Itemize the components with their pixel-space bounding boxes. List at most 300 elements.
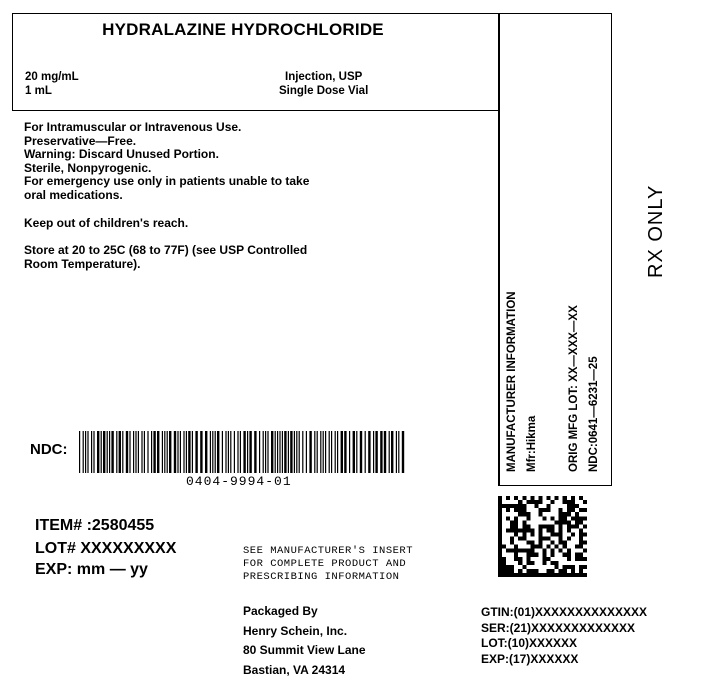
datamatrix-module [571, 504, 575, 508]
instruction-line: Room Temperature). [24, 256, 141, 271]
datamatrix-module [575, 520, 579, 524]
barcode-bar [402, 431, 404, 473]
datamatrix-module [559, 528, 563, 532]
product-name: HYDRALAZINE HYDROCHLORIDE [102, 20, 384, 39]
datamatrix-module [567, 549, 571, 553]
barcode-bar [153, 431, 155, 473]
datamatrix-module [498, 561, 502, 565]
datamatrix-module [514, 549, 518, 553]
datamatrix-module [579, 516, 583, 520]
datamatrix-module [543, 553, 547, 557]
datamatrix-module [530, 553, 534, 557]
ndc-label: NDC: [30, 441, 68, 458]
datamatrix-module [579, 508, 583, 512]
datamatrix-module [551, 549, 555, 553]
datamatrix-module [502, 545, 506, 549]
manufacturer-title: MANUFACTURER INFORMATION [506, 291, 518, 472]
barcode-bar [309, 431, 311, 473]
datamatrix-module [559, 573, 563, 577]
datamatrix-module [543, 524, 547, 528]
datamatrix-module [526, 573, 530, 577]
datamatrix-module [538, 573, 542, 577]
datamatrix-module [547, 569, 551, 573]
barcode-bar [119, 431, 121, 473]
datamatrix-module [547, 496, 551, 500]
barcode-bar [97, 431, 99, 473]
instruction-line: Keep out of children's reach. [24, 215, 189, 230]
datamatrix-module [522, 528, 526, 532]
datamatrix-module [506, 516, 510, 520]
instruction-spacer [24, 230, 494, 244]
datamatrix-module [506, 528, 510, 532]
vial-type: Single Dose Vial [279, 85, 369, 97]
datamatrix-module [538, 524, 542, 528]
datamatrix-module [575, 516, 579, 520]
datamatrix-module [575, 524, 579, 528]
barcode-bar [195, 431, 197, 473]
barcode-bar [126, 431, 128, 473]
datamatrix-module [547, 508, 551, 512]
barcode-bar [389, 431, 390, 473]
barcode-bar [254, 431, 256, 473]
datamatrix-module [530, 500, 534, 504]
datamatrix-module [514, 520, 518, 524]
datamatrix-module [526, 549, 530, 553]
datamatrix-module [551, 573, 555, 577]
barcode-bar [373, 431, 374, 473]
barcode-bar [101, 431, 102, 473]
datamatrix-module [567, 537, 571, 541]
datamatrix-module [563, 565, 567, 569]
datamatrix-module [530, 532, 534, 536]
datamatrix-module [547, 573, 551, 577]
barcode-bar [162, 431, 163, 473]
datamatrix-module [575, 545, 579, 549]
datamatrix-module [498, 532, 502, 536]
product-strength: 20 mg/mL [25, 71, 79, 83]
barcode-bar [212, 431, 213, 473]
barcode-bar [391, 431, 393, 473]
datamatrix-module [563, 541, 567, 545]
datamatrix-module [559, 549, 563, 553]
instruction-line: For Intramuscular or Intravenous Use. [24, 120, 242, 134]
datamatrix-module [579, 520, 583, 524]
datamatrix-module [498, 545, 502, 549]
barcode-bar [237, 431, 238, 473]
datamatrix-module [498, 508, 502, 512]
barcode-bar [111, 431, 113, 473]
datamatrix-module [530, 573, 534, 577]
barcode-bar [306, 431, 307, 473]
instruction-spacer [24, 203, 494, 217]
see-insert-line: SEE MANUFACTURER'S INSERT [243, 545, 414, 557]
packager-line: Packaged By [243, 604, 318, 618]
barcode-bar [263, 431, 264, 473]
datamatrix-module [534, 545, 538, 549]
datamatrix-module [534, 569, 538, 573]
barcode-bar [275, 431, 276, 473]
datamatrix-module [559, 516, 563, 520]
datamatrix-module [498, 573, 502, 577]
datamatrix-module [571, 573, 575, 577]
barcode-number: 0404-9994-01 [186, 474, 292, 489]
datamatrix-module [526, 541, 530, 545]
datamatrix-code [498, 496, 587, 577]
datamatrix-module [530, 496, 534, 500]
barcode-bar [157, 431, 159, 473]
usage-instructions [24, 121, 494, 271]
datamatrix-module [510, 569, 514, 573]
datamatrix-module [518, 573, 522, 577]
datamatrix-module [567, 508, 571, 512]
datamatrix-module [506, 496, 510, 500]
datamatrix-module [514, 545, 518, 549]
datamatrix-module [559, 512, 563, 516]
datamatrix-module [530, 569, 534, 573]
barcode-bar [317, 431, 318, 473]
ndc-barcode [79, 431, 407, 473]
datamatrix-module [526, 569, 530, 573]
see-insert-note [243, 545, 413, 584]
barcode-bar [271, 431, 273, 473]
datamatrix-module [547, 528, 551, 532]
datamatrix-module [571, 516, 575, 520]
datamatrix-module [498, 524, 502, 528]
barcode-bar [353, 431, 355, 473]
datamatrix-module [571, 496, 575, 500]
barcode-bar [288, 431, 289, 473]
datamatrix-module [571, 565, 575, 569]
gs1-line: LOT:(10)XXXXXX [481, 636, 578, 650]
datamatrix-module [534, 573, 538, 577]
datamatrix-module [567, 557, 571, 561]
datamatrix-module [538, 528, 542, 532]
datamatrix-module [518, 561, 522, 565]
barcode-bar [290, 431, 292, 473]
barcode-bar [398, 431, 399, 473]
datamatrix-module [498, 541, 502, 545]
datamatrix-module [583, 549, 587, 553]
datamatrix-module [534, 504, 538, 508]
datamatrix-module [547, 545, 551, 549]
datamatrix-module [522, 549, 526, 553]
rx-only: RX ONLY [645, 184, 667, 278]
datamatrix-module [563, 545, 567, 549]
datamatrix-module [555, 545, 559, 549]
barcode-bar [380, 431, 382, 473]
datamatrix-module [567, 512, 571, 516]
datamatrix-module [510, 565, 514, 569]
datamatrix-module [506, 549, 510, 553]
datamatrix-module [567, 573, 571, 577]
datamatrix-module [543, 537, 547, 541]
barcode-bar [302, 431, 303, 473]
datamatrix-module [551, 569, 555, 573]
lot-number: LOT# XXXXXXXXX [35, 540, 177, 557]
barcode-bar [314, 431, 315, 473]
datamatrix-module [563, 496, 567, 500]
barcode-bar [267, 431, 268, 473]
datamatrix-module [498, 520, 502, 524]
datamatrix-module [551, 553, 555, 557]
datamatrix-module [514, 557, 518, 561]
see-insert-line: PRESCRIBING INFORMATION [243, 571, 400, 583]
datamatrix-module [510, 528, 514, 532]
product-form: Injection, USP [285, 71, 363, 83]
barcode-bar [325, 431, 326, 473]
gs1-line: EXP:(17)XXXXXX [481, 651, 579, 666]
barcode-bar [234, 431, 235, 473]
barcode-bar [294, 431, 295, 473]
barcode-bar [344, 431, 346, 473]
datamatrix-module [522, 565, 526, 569]
datamatrix-module [571, 508, 575, 512]
product-box [12, 13, 499, 111]
datamatrix-module [551, 532, 555, 536]
datamatrix-module [575, 573, 579, 577]
barcode-bar [349, 431, 350, 473]
instruction-line: Sterile, Nonpyrogenic. [24, 160, 152, 175]
datamatrix-module [543, 557, 547, 561]
datamatrix-module [567, 524, 571, 528]
datamatrix-module [567, 565, 571, 569]
datamatrix-module [555, 532, 559, 536]
datamatrix-module [547, 524, 551, 528]
datamatrix-module [522, 496, 526, 500]
datamatrix-module [522, 508, 526, 512]
barcode-bar [265, 431, 266, 473]
datamatrix-module [583, 500, 587, 504]
datamatrix-module [559, 532, 563, 536]
datamatrix-module [547, 537, 551, 541]
datamatrix-module [547, 504, 551, 508]
barcode-bar [356, 431, 357, 473]
datamatrix-module [579, 541, 583, 545]
barcode-bar [164, 431, 165, 473]
barcode-bar [282, 431, 283, 473]
barcode-bar [217, 431, 219, 473]
datamatrix-module [551, 524, 555, 528]
datamatrix-module [518, 549, 522, 553]
datamatrix-module [538, 545, 542, 549]
datamatrix-module [579, 573, 583, 577]
barcode-bar [222, 431, 223, 473]
barcode-bar [259, 431, 260, 473]
datamatrix-module [559, 508, 563, 512]
datamatrix-module [518, 500, 522, 504]
barcode-bar [177, 431, 178, 473]
barcode-bar [129, 431, 130, 473]
datamatrix-module [583, 524, 587, 528]
barcode-bar [225, 431, 226, 473]
datamatrix-module [506, 569, 510, 573]
datamatrix-module [514, 496, 518, 500]
barcode-bar [299, 431, 300, 473]
datamatrix-module [563, 500, 567, 504]
barcode-bar [138, 431, 139, 473]
datamatrix-module [559, 537, 563, 541]
product-volume: 1 mL [25, 85, 52, 97]
datamatrix-module [583, 557, 587, 561]
datamatrix-module [538, 508, 542, 512]
barcode-bar [337, 431, 338, 473]
datamatrix-module [510, 520, 514, 524]
datamatrix-module [538, 537, 542, 541]
datamatrix-module [514, 524, 518, 528]
datamatrix-module [498, 549, 502, 553]
datamatrix-module [502, 557, 506, 561]
expiration: EXP: mm — yy [35, 561, 148, 578]
datamatrix-module [498, 537, 502, 541]
barcode-bar [205, 431, 207, 473]
datamatrix-module [538, 500, 542, 504]
datamatrix-module [498, 500, 502, 504]
datamatrix-module [555, 520, 559, 524]
datamatrix-module [567, 504, 571, 508]
barcode-bar [122, 431, 123, 473]
datamatrix-module [502, 561, 506, 565]
datamatrix-module [551, 528, 555, 532]
instruction-line: Preservative—Free. [24, 133, 137, 148]
datamatrix-module [522, 532, 526, 536]
datamatrix-module [559, 541, 563, 545]
datamatrix-module [498, 516, 502, 520]
barcode-bar [247, 431, 248, 473]
datamatrix-module [498, 496, 502, 500]
datamatrix-module [522, 520, 526, 524]
datamatrix-module [563, 516, 567, 520]
datamatrix-module [555, 496, 559, 500]
datamatrix-module [543, 549, 547, 553]
datamatrix-module [563, 553, 567, 557]
barcode-bar [91, 431, 92, 473]
barcode-bar [331, 431, 332, 473]
datamatrix-module [522, 573, 526, 577]
datamatrix-module [506, 504, 510, 508]
barcode-bar [323, 431, 324, 473]
datamatrix-module [579, 557, 583, 561]
datamatrix-module [510, 549, 514, 553]
datamatrix-module [518, 528, 522, 532]
datamatrix-module [567, 528, 571, 532]
orig-mfg-lot: ORIG MFG LOT: XX—XXX—XX [568, 305, 580, 472]
datamatrix-module [502, 504, 506, 508]
datamatrix-module [506, 573, 510, 577]
manufacturer-ndc: NDC:0641—6231—25 [588, 356, 600, 472]
datamatrix-module [498, 512, 502, 516]
datamatrix-module [526, 561, 530, 565]
datamatrix-module [526, 524, 530, 528]
item-number: ITEM# :2580455 [35, 517, 155, 534]
datamatrix-module [526, 553, 530, 557]
datamatrix-module [559, 524, 563, 528]
datamatrix-module [579, 496, 583, 500]
datamatrix-module [543, 516, 547, 520]
datamatrix-module [510, 573, 514, 577]
datamatrix-module [583, 541, 587, 545]
barcode-bar [230, 431, 231, 473]
datamatrix-module [575, 512, 579, 516]
datamatrix-module [579, 569, 583, 573]
datamatrix-module [530, 549, 534, 553]
datamatrix-module [498, 528, 502, 532]
barcode-bar [147, 431, 148, 473]
barcode-bar [151, 431, 152, 473]
datamatrix-module [571, 569, 575, 573]
datamatrix-module [498, 557, 502, 561]
barcode-bar [335, 431, 336, 473]
barcode-bar [93, 431, 94, 473]
datamatrix-module [538, 512, 542, 516]
datamatrix-module [498, 569, 502, 573]
barcode-bar [249, 431, 251, 473]
barcode-bar [183, 431, 184, 473]
datamatrix-module [530, 528, 534, 532]
datamatrix-module [502, 573, 506, 577]
datamatrix-module [543, 508, 547, 512]
packager-line: 80 Summit View Lane [243, 643, 366, 657]
datamatrix-module [583, 565, 587, 569]
barcode-bar [87, 431, 88, 473]
datamatrix-module [526, 500, 530, 504]
barcode-bar [277, 431, 278, 473]
datamatrix-module [579, 537, 583, 541]
datamatrix-module [563, 520, 567, 524]
barcode-bar [167, 431, 168, 473]
barcode-bar [384, 431, 386, 473]
datamatrix-module [551, 516, 555, 520]
barcode-bar [396, 431, 397, 473]
datamatrix-module [579, 553, 583, 557]
datamatrix-module [514, 573, 518, 577]
datamatrix-module [571, 524, 575, 528]
datamatrix-module [575, 557, 579, 561]
datamatrix-module [510, 537, 514, 541]
datamatrix-module [563, 569, 567, 573]
barcode-bar [200, 431, 202, 473]
datamatrix-module [518, 537, 522, 541]
barcode-bar [296, 431, 297, 473]
datamatrix-module [514, 532, 518, 536]
datamatrix-module [543, 573, 547, 577]
barcode-bar [210, 431, 211, 473]
datamatrix-module [498, 504, 502, 508]
datamatrix-module [583, 516, 587, 520]
datamatrix-module [510, 524, 514, 528]
barcode-bar [85, 431, 86, 473]
datamatrix-module [543, 561, 547, 565]
datamatrix-module [559, 569, 563, 573]
barcode-bar [144, 431, 145, 473]
manufacturer-name: Mfr:Hikma [526, 415, 538, 472]
datamatrix-module [526, 557, 530, 561]
barcode-bar [83, 431, 84, 473]
datamatrix-module [506, 508, 510, 512]
barcode-bar [103, 431, 105, 473]
datamatrix-module [522, 524, 526, 528]
barcode-bar [169, 431, 171, 473]
barcode-bar [133, 431, 134, 473]
barcode-bar [284, 431, 286, 473]
datamatrix-module [538, 541, 542, 545]
gs1-line: SER:(21)XXXXXXXXXXXXX [481, 620, 636, 635]
datamatrix-module [530, 561, 534, 565]
instruction-line: Warning: Discard Unused Portion. [24, 147, 219, 162]
instruction-line: oral medications. [24, 187, 123, 202]
datamatrix-module [555, 565, 559, 569]
datamatrix-module [583, 508, 587, 512]
barcode-bar [180, 431, 181, 473]
